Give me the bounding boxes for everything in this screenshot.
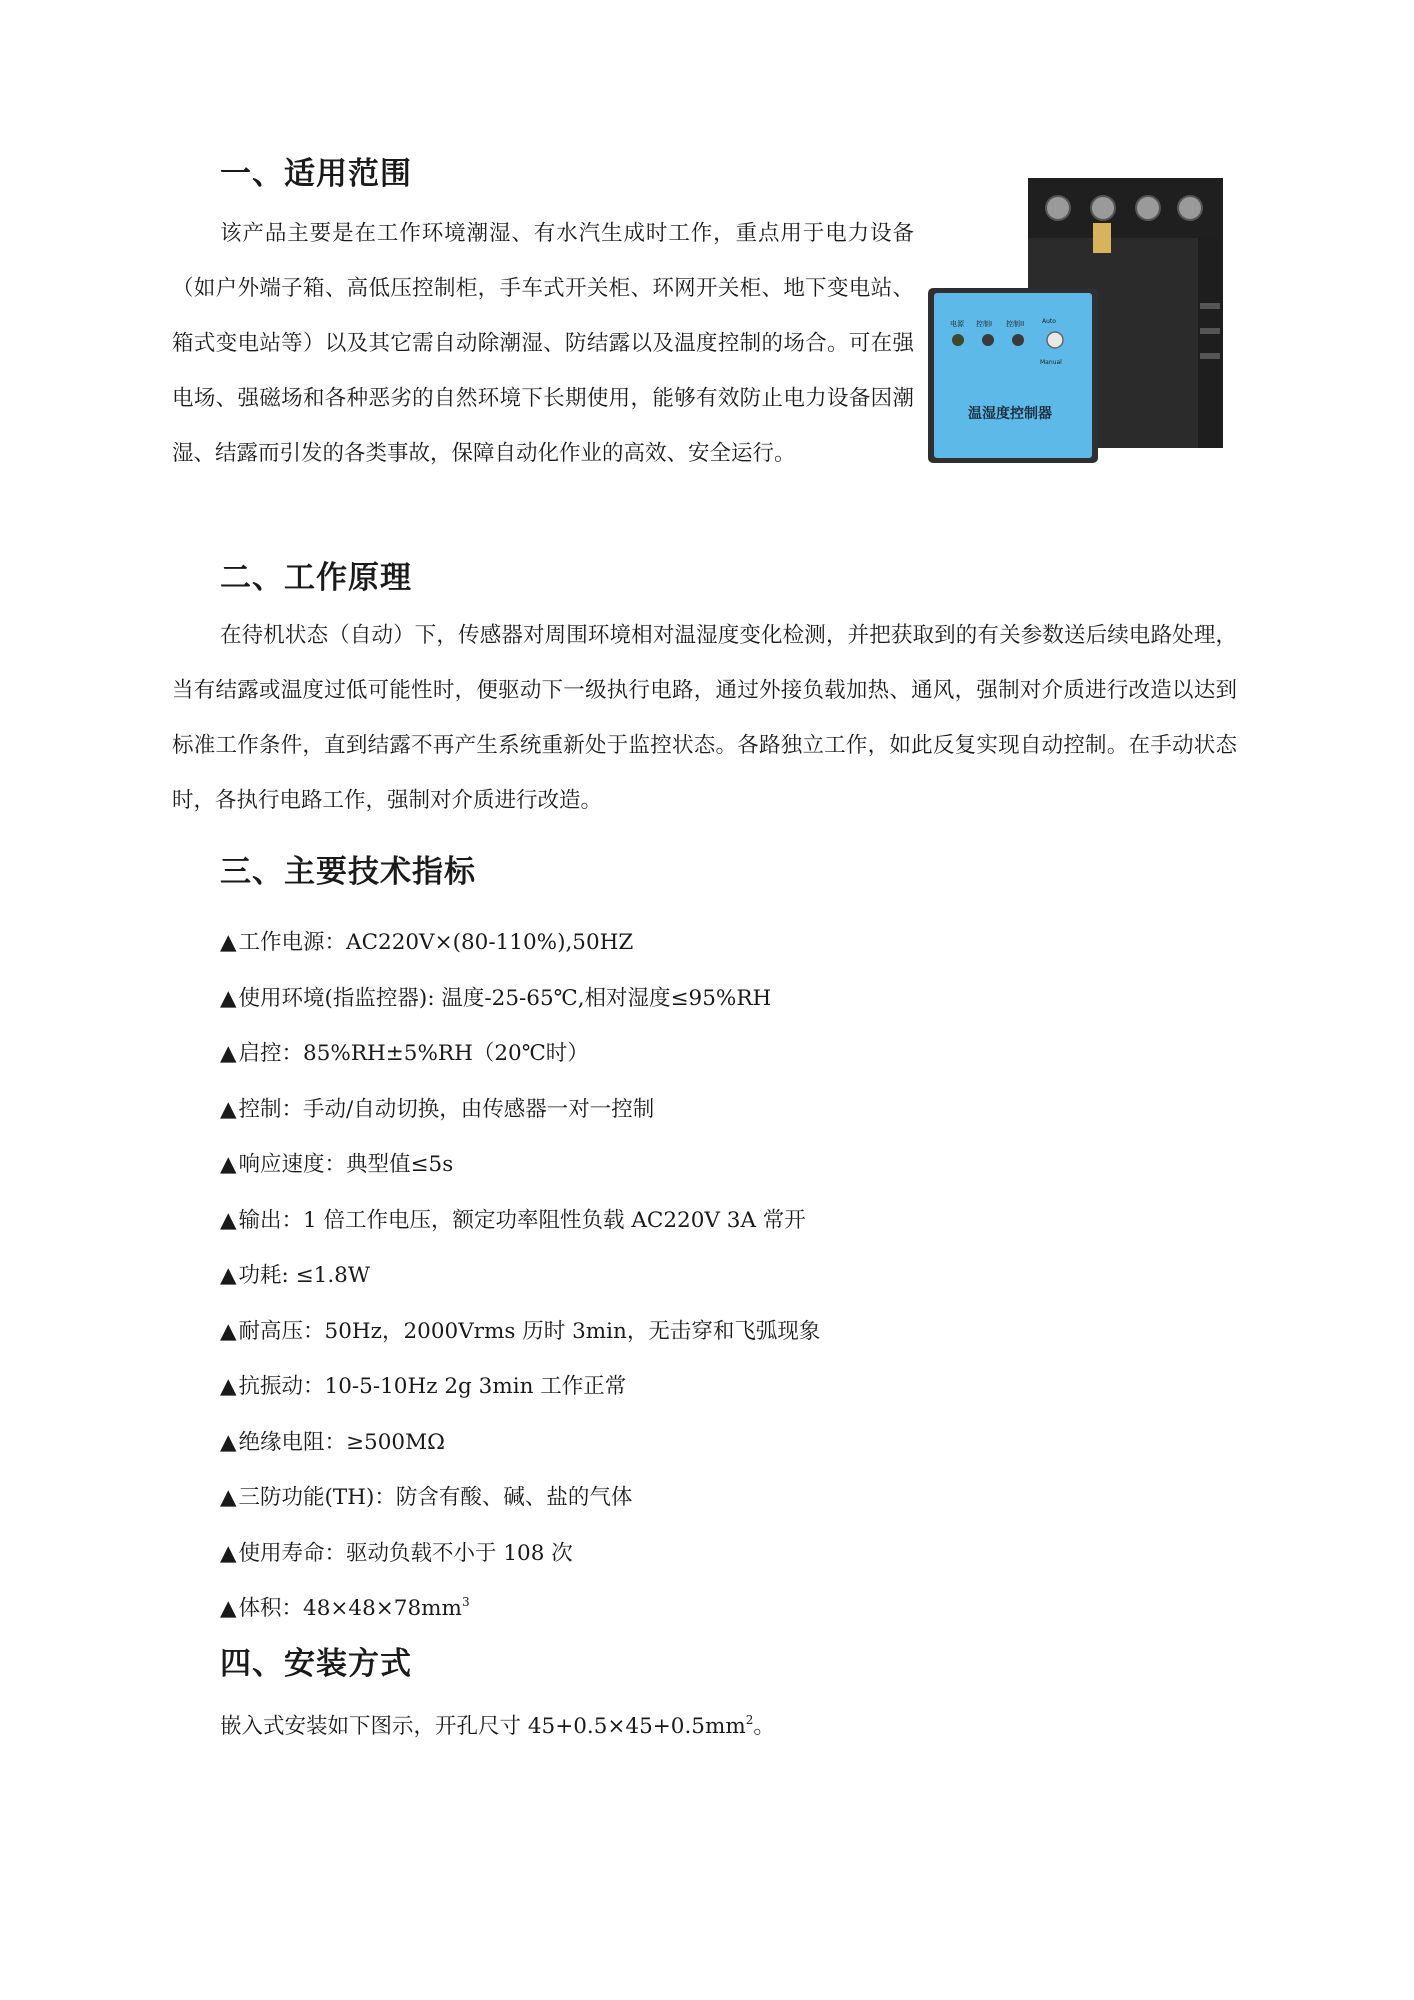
triangle-bullet-icon: ▲ — [220, 985, 237, 1011]
power-led — [952, 334, 964, 346]
panel-label: 温湿度控制器 — [968, 406, 1052, 422]
volume-superscript: 3 — [461, 1595, 470, 1609]
mode-switch — [1047, 332, 1063, 348]
section-heading-specs: 三、主要技术指标 — [220, 854, 476, 890]
spec-item: ▲工作电源：AC220V×(80-110%),50HZ — [220, 915, 820, 971]
spec-item: ▲响应速度：典型值≤5s — [220, 1137, 820, 1193]
section-heading-scope: 一、适用范围 — [220, 156, 412, 192]
auto-label: Auto — [1042, 318, 1056, 325]
spec-item: ▲使用环境(指监控器): 温度-25-65℃,相对湿度≤95%RH — [220, 971, 820, 1027]
control-2-led-label: 控制II — [1006, 320, 1025, 328]
triangle-bullet-icon: ▲ — [220, 1041, 237, 1066]
control-1-led — [982, 334, 994, 346]
triangle-bullet-icon: ▲ — [220, 1596, 237, 1621]
area-superscript: 2 — [745, 1713, 754, 1727]
triangle-bullet-icon: ▲ — [220, 1540, 237, 1566]
control-2-led — [1012, 334, 1024, 346]
spec-item: ▲控制：手动/自动切换，由传感器一对一控制 — [220, 1082, 820, 1138]
spec-item: ▲耐高压：50Hz，2000Vrms 历时 3min，无击穿和飞弧现象 — [220, 1304, 820, 1360]
scope-paragraph: 该产品主要是在工作环境潮湿、有水汽生成时工作，重点用于电力设备（如户外端子箱、高低压控制柜，手车式开关柜、环网开关柜、地下变电站、箱式变电站等）以及其它需自动除潮湿、防结露以及温度控制的场合。可在强电场、强磁场和各种恶劣的自然环境下长期使用，能够有效防止电力设备因潮湿、结露而引发的各类事故，保障自动化作业的高效、安全运行。 — [172, 221, 914, 466]
power-led-label: 电源 — [950, 320, 964, 328]
triangle-bullet-icon: ▲ — [220, 1318, 237, 1344]
spec-item: ▲功耗: ≤1.8W — [220, 1248, 820, 1304]
triangle-bullet-icon: ▲ — [220, 1207, 237, 1233]
control-1-led-label: 控制I — [976, 320, 993, 328]
triangle-bullet-icon: ▲ — [220, 1096, 237, 1122]
spec-item: ▲使用寿命：驱动负载不小于 108 次 — [220, 1526, 820, 1582]
product-photo — [928, 178, 1233, 488]
triangle-bullet-icon: ▲ — [220, 1263, 237, 1288]
spec-item: ▲启控：85%RH±5%RH（20℃时） — [220, 1026, 820, 1082]
section-heading-install: 四、安装方式 — [220, 1646, 412, 1682]
install-text: 嵌入式安装如下图示，开孔尺寸 $45+0.5\times 45+0.5mm^2$。 — [220, 1713, 775, 1739]
triangle-bullet-icon: ▲ — [220, 1152, 237, 1177]
triangle-bullet-icon: ▲ — [220, 1374, 237, 1399]
spec-item: ▲体积：$48\times 48\times 78mm^3$ — [220, 1581, 820, 1637]
section-heading-principle: 二、工作原理 — [220, 560, 412, 596]
spec-item: ▲三防功能(TH)：防含有酸、碱、盐的气体 — [220, 1470, 820, 1526]
spec-item: ▲抗振动：10-5-10Hz 2g 3min 工作正常 — [220, 1359, 820, 1415]
front-panel — [934, 293, 1092, 458]
spec-item: ▲输出：1 倍工作电压，额定功率阻性负载 AC220V 3A 常开 — [220, 1193, 820, 1249]
principle-paragraph: 在待机状态（自动）下，传感器对周围环境相对温湿度变化检测，并把获取到的有关参数送后续电路处理，当有结露或温度过低可能性时，便驱动下一级执行电路，通过外接负载加热、通风，强制对介质进行改造以达到标准工作条件，直到结露不再产生系统重新处于监控状态。各路独立工作，如此反复实现自动控制。在手动状态时，各执行电路工作，强制对介质进行改造。 — [172, 623, 1237, 813]
spec-item: ▲绝缘电阻：≥500MΩ — [220, 1415, 820, 1471]
spec-list — [220, 915, 820, 1637]
triangle-bullet-icon: ▲ — [220, 930, 237, 955]
manual-label: Manual — [1040, 359, 1062, 366]
triangle-bullet-icon: ▲ — [220, 1429, 237, 1455]
triangle-bullet-icon: ▲ — [220, 1485, 237, 1510]
